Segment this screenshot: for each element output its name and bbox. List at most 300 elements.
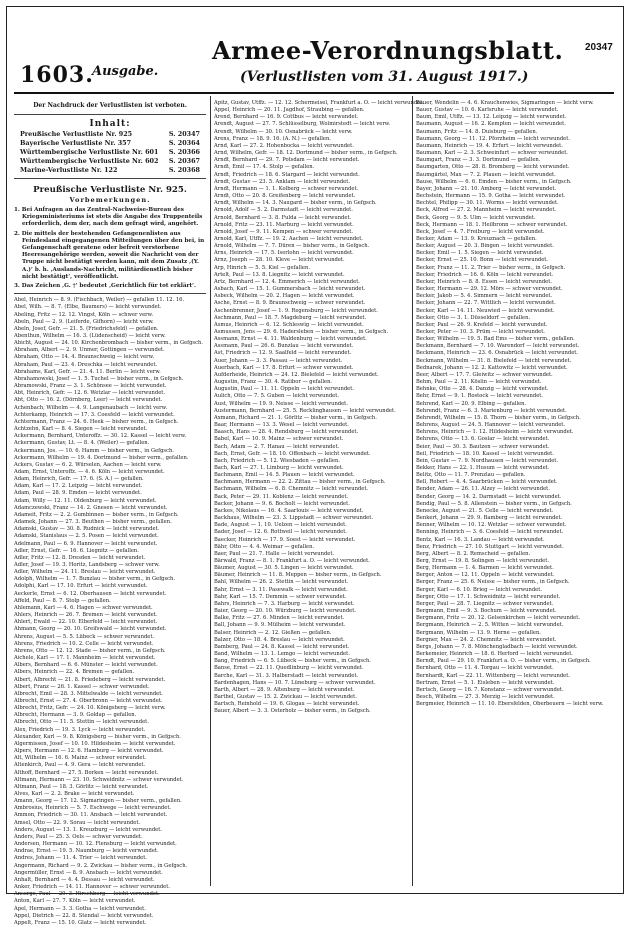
divider <box>14 293 206 294</box>
casualty-entry: Alex, Friedrich — 19. 3. Lyck — leicht verwundet. <box>14 726 146 733</box>
casualty-entry: Altmann, Paul — 18. 3. Görlitz — leicht verwundet. <box>14 783 149 790</box>
casualty-entry: Beer, Albert — 17. 7. Gleiwitz — schwer verwundet. <box>416 371 553 378</box>
casualty-entry: Ambrosius, Heinrich — 5. 7. Eschwege — leicht verwundet. <box>14 805 172 812</box>
casualty-entry: Bähr, Otto — 4. 4. Weimar — gefallen. <box>214 543 315 550</box>
column-1 <box>14 100 206 926</box>
casualty-entry: Ammon, Friedrich — 30. 11. Ansbach — leicht verwundet. <box>14 812 168 819</box>
casualty-entry: Arndt, Friedrich — 18. 6. Stargard — leicht verwundet. <box>214 171 360 178</box>
casualty-entry: Balke, Fritz — 27. 6. Minden — leicht verwundet. <box>214 615 345 622</box>
casualty-entry: Bach, Adam — 2. 7. Hanau — leicht verwundet. <box>214 443 340 450</box>
casualty-entry: Becker, Franz — 11. 2. Trier — bisher verm., in Gefgsch. <box>416 264 566 271</box>
casualty-entry: Abeln, Paul — 2. 9. (Leiferde, Gifhorn) — leicht verw. <box>14 318 154 325</box>
casualty-entry: Baumann, Fritz — 14. 8. Duisburg — gefallen. <box>416 128 538 135</box>
casualty-entry: Bergmann, Wilhelm — 13. 9. Herne — gefallen. <box>416 629 541 636</box>
casualty-entry: Austermann, Bernhard — 25. 5. Recklinghausen — leicht verwundet. <box>214 407 396 414</box>
casualty-entry: Baum, Emil, Utffz. — 13. 12. Leipzig — leicht verwundet. <box>416 114 567 121</box>
casualty-entry: Aeckerle, Ernst — 6. 12. Oberhausen — leicht verwundet. <box>14 590 167 597</box>
casualty-entry: Babel, Karl — 10. 9. Mainz — schwer verwundet. <box>214 436 344 443</box>
casualty-entry: Bärwald, Franz — 8. 1. Frankfurt a. O. — leicht verwundet. <box>214 558 370 564</box>
contents-heading: Inhalt: <box>89 119 131 129</box>
casualty-entry: Bendig, Paul — 5. 8. Allenstein — bisher verm., in Gefgsch. <box>416 500 572 507</box>
casualty-entry: Ansorge, Paul — 20. 3. Hirschberg — leicht verwundet. <box>14 891 160 898</box>
casualty-entry: Arndt, Wilhelm — 14. 3. Naugard — bisher verm., in Gefgsch. <box>214 200 377 207</box>
casualty-entry: Adam, Karl — 17. 2. Leipzig — leicht verwundet. <box>14 483 143 490</box>
casualty-entry: Behrens, August — 24. 5. Hannover — leicht verwundet. <box>416 422 566 429</box>
casualty-entry: Bach, Ernst, Gefr. — 18. 10. Offenbach — leicht verwundet. <box>214 450 371 457</box>
casualty-entry: Arndt, Bernhard — 29. 7. Potsdam — leicht verwundet. <box>214 157 360 164</box>
casualty-entry: Albrecht, Hermann — 3. 9. Goldap — gefallen. <box>14 712 137 719</box>
masthead-subtitle: (Verlustlisten vom 31. August 1917.) <box>240 69 529 85</box>
casualty-entry: Benner, Wilhelm — 10. 12. Wetzlar — schwer verwundet. <box>416 522 567 529</box>
casualty-entry: Becker, Hermann — 29. 12. Mörs — schwer verwundet. <box>416 286 563 293</box>
casualty-entry: Amann, Georg — 17. 12. Sigmaringen — bisher verm., gefallen. <box>14 798 182 805</box>
casualty-entry: Becker, Ernst — 25. 10. Bonn — leicht verwundet. <box>416 257 549 264</box>
contents-item <box>14 157 206 166</box>
casualty-entry: Alves, Karl — 2. 2. Brake — leicht verwundet. <box>14 791 135 798</box>
casualty-entry: Banse, Ernst — 22. 11. Quedlinburg — leicht verwundet. <box>214 665 364 672</box>
casualty-entry: Bell, Robert — 4. 4. Saarbrücken — leicht verwundet. <box>416 479 558 486</box>
casualty-entry: Abicht, August — 24. 10. Kirchenbrombach — bisher verm., in Gefgsch. <box>14 340 203 347</box>
issue-number: 1603. <box>20 62 94 88</box>
casualty-entry: Balser, Heinrich — 2. 12. Gießen — gefallen. <box>214 629 332 636</box>
contents-item <box>14 139 206 148</box>
casualty-entry: Becker, Emil — 1. 5. Siegen — leicht verwundet. <box>416 250 544 257</box>
casualty-entry: Berger, Anton — 12. 11. Oppeln — leicht verwundet. <box>416 572 555 579</box>
note-item: 1. Bei Anfragen an das Zentral-Nachweise-Bureau des Kriegsministeriums ist stets die Angabe des Truppenteils erforderlich, dem der, nach dem gefragt wird, angehört. <box>14 207 203 228</box>
casualty-entry: Adam, Ernst, Unteroffz. — 4. 6. Köln — leicht verwundet. <box>14 468 165 475</box>
casualty-entry: Bachmann, Emil — 14. 5. Plauen — leicht verwundet. <box>214 472 355 479</box>
casualty-entry: Bender, Georg — 14. 2. Darmstadt — leicht verwundet. <box>416 493 562 500</box>
casualty-entry: Band, Wilhelm — 13. 1. Lemgo — leicht verwundet. <box>214 651 350 658</box>
casualty-entry: Behrendt, Wilhelm — 15. 8. Thorn — bisher verm., in Gefgsch. <box>416 414 581 421</box>
casualty-entry: Asmus, Heinrich — 6. 12. Schleswig — leicht verwundet. <box>214 321 364 328</box>
casualty-entry: Behr, Ernst — 9. 1. Rostock — leicht verwundet. <box>416 393 543 400</box>
casualty-entry: Ball, Johann — 9. 9. Mülheim — leicht verwundet. <box>214 622 346 629</box>
casualty-entry: Bamberg, Paul — 24. 8. Kassel — leicht verwundet. <box>214 643 350 650</box>
contents-item-page: S. 20368 <box>168 166 200 174</box>
casualty-entry: Ast, Friedrich — 12. 9. Saalfeld — leicht verwundet. <box>214 350 352 357</box>
casualty-entry: Ahlers, Heinrich — 26. 7. Bremen — leicht verwundet. <box>14 612 158 619</box>
casualty-entry: Aschenbrenner, Josef — 1. 9. Regensburg — leicht verwundet. <box>214 307 378 314</box>
casualty-entry: Axmann, Richard — 21. 1. Görlitz — bisher verm., in Gefgsch. <box>214 414 377 421</box>
casualty-entry: Berg, Hermann — 1. 4. Barmen — leicht verwundet. <box>416 565 554 572</box>
casualty-entry: Auer, Johann — 3. 3. Passau — leicht verwundet. <box>214 357 343 364</box>
note-item: 3. Das Zeichen ‚G. †‘ bedeutet ‚Gerichtlich für tot erklärt‘. <box>14 283 196 290</box>
casualty-entry: Albert, Franz — 26. 1. Kassel — schwer verwundet. <box>14 683 150 690</box>
casualty-entry: Beck, Josef — 4. 7. Freiburg — leicht verwundet. <box>416 228 545 235</box>
casualty-entry: Bergmann, Fritz — 20. 12. Gelsenkirchen — leicht verwundet. <box>416 615 580 622</box>
casualty-entry: Abenthun, Wilhelm — 16. 3. (Lüdenscheid) — leicht verw. <box>14 333 166 340</box>
casualty-entry: Albers, Heinrich — 22. 4. Bremen — gefallen. <box>14 669 135 676</box>
casualty-entry: Berg, Albert — 8. 2. Remscheid — gefallen. <box>416 550 531 557</box>
casualty-entry: Besch, Wilhelm — 27. 3. Merzig — leicht verwundet. <box>416 693 555 700</box>
casualty-entry: Behrendt, Franz — 6. 3. Marienburg — leicht verwundet. <box>416 407 567 414</box>
casualty-entry: Berg, Ernst — 19. 8. Solingen — leicht verwundet. <box>416 558 549 564</box>
casualty-entry: Asbeck, Wilhelm — 20. 2. Hagen — leicht verwundet. <box>214 293 355 300</box>
casualty-entry: Bauer, Albert — 3. 3. Osterholz — bisher verm., in Gefgsch. <box>214 708 371 715</box>
casualty-entry: Arnold, Josef — 9. 11. Kempen — schwer verwundet. <box>214 228 354 235</box>
casualty-entry: Behrens, Heinrich — 1. 12. Hildesheim — leicht verwundet. <box>416 429 574 436</box>
casualty-entry: Barche, Karl — 31. 3. Halberstadt — leicht verwundet. <box>214 672 359 679</box>
casualty-entry: Asmussen, Jens — 29. 6. Hadersleben — bisher verm., in Gefgsch. <box>214 329 389 335</box>
casualty-entry: Becker, Friedrich — 16. 6. Köln — leicht verwundet. <box>416 271 554 278</box>
casualty-entry: Albers, Bernhard — 6. 6. Münster — leicht verwundet. <box>14 662 158 669</box>
casualty-entry: Bernhard, Otto — 11. 4. Torgau — leicht verwundet. <box>416 665 554 672</box>
casualty-entry: Aschmann, Paul — 18. 7. Magdeburg — leicht verwundet. <box>214 314 367 321</box>
casualty-entry: Belitz, Otto — 11. 7. Prenzlau — gefallen. <box>416 472 526 479</box>
casualty-entry: Ahrens, Otto — 12. 12. Stade — bisher verm., in Gefgsch. <box>14 647 166 654</box>
casualty-entry: Alt, Wilhelm — 16. 6. Mainz — schwer verwundet. <box>14 755 147 762</box>
column-divider-2 <box>412 96 413 886</box>
casualty-entry: Becker, Jakob — 5. 4. Simmern — leicht verwundet. <box>416 293 553 300</box>
casualty-entry: Berger, Karl — 6. 10. Brieg — leicht verwundet. <box>416 586 542 593</box>
casualty-entry: Anders, August — 13. 1. Kreuzburg — leicht verwundet. <box>14 826 162 833</box>
casualty-entry: Becker, Paul — 26. 9. Krefeld — leicht verwundet. <box>416 321 548 328</box>
contents-item <box>14 148 206 157</box>
casualty-entry: Andersen, Hermann — 10. 12. Flensburg — leicht verwundet. <box>14 841 177 848</box>
contents-item-label: Württembergische Verlustliste Nr. 602 <box>20 157 159 165</box>
casualty-entry: Berger, Franz — 25. 6. Neisse — bisher verm., in Gefgsch. <box>416 579 570 586</box>
casualty-entry: Becker, Adam — 13. 9. Kreuznach — gefallen. <box>416 235 537 242</box>
page-code: 20347 <box>585 42 613 53</box>
casualty-entry: Alpers, Hermann — 12. 6. Hamburg — leicht verwundet. <box>14 748 164 755</box>
casualty-entry: Ahmann, Georg — 20. 10. Greifswald — leicht verwundet. <box>14 626 167 633</box>
casualty-entry: Anker, Friedrich — 14. 11. Hannover — schwer verwundet. <box>14 884 170 891</box>
casualty-entry: Berndt, Paul — 29. 10. Frankfurt a. O. — bisher verm., in Gefgsch. <box>416 658 591 665</box>
casualty-entry: Bentz, Karl — 16. 3. Landau — leicht verwundet. <box>416 536 545 543</box>
casualty-entry: Becker, Wilhelm — 19. 5. Bad Ems — bisher verm., gefallen. <box>416 336 575 343</box>
casualty-entry: Bergmeier, Heinrich — 11. 10. Ebersfelden, Oberbeuern — leicht verw. <box>416 701 604 708</box>
header-rule <box>14 92 614 94</box>
casualty-entry: Altenkirch, Paul — 4. 9. Gera — leicht verwundet. <box>14 762 146 769</box>
contents-item-label: Bayerische Verlustliste Nr. 357 <box>20 139 132 147</box>
casualty-entry: Bekker, Hans — 22. 1. Husum — leicht verwundet. <box>416 464 550 471</box>
casualty-entry: Behnke, Otto — 28. 4. Danzig — leicht verwundet. <box>416 386 549 393</box>
casualty-entry: Aichele, Karl — 17. 1. Mannheim — leicht verwundet. <box>14 655 156 662</box>
casualty-entry: Bechstein, Hermann — 15. 9. Gotha — leicht verwundet. <box>416 193 566 200</box>
preliminary-notes <box>14 207 206 290</box>
casualty-entry: Abraham, Albert — 2. 9. Unmer, Gottingen — verwundet. <box>14 347 165 354</box>
casualty-entry: Arnold, Fritz — 23. 11. Marburg — leicht verwundet. <box>214 221 354 228</box>
column-divider-1 <box>210 96 211 886</box>
casualty-entry: Bach, Friedrich — 5. 12. Wiesbaden — gefallen. <box>214 457 340 464</box>
casualty-entry: Baumann, Heinrich — 19. 4. Erfurt — leicht verwundet. <box>416 142 563 149</box>
contents-item-label: Marine-Verlustliste Nr. 122 <box>20 166 118 174</box>
casualty-entry: Arnold, Adolf — 5. 2. Darmstadt — leicht verwundet. <box>214 207 353 214</box>
column-3 <box>416 100 612 884</box>
casualty-entry: Bader, Josef — 12. 6. Rottweil — leicht verwundet. <box>214 529 347 536</box>
casualty-entry: Abeln, Josef, Gefr. — 21. 5. (Friedrichsfeld) — gefallen. <box>14 325 159 332</box>
casualty-entry: Adelmann, Paul — 6. 9. Hannover — leicht verwundet. <box>14 540 158 547</box>
casualty-entry: Benning, Heinrich — 3. 6. Coesfeld — leicht verwundet. <box>416 529 564 536</box>
casualty-entry: Artz, Bernhard — 12. 4. Emmerich — leicht verwundet. <box>214 278 360 285</box>
casualty-entry: Arnold, Karl, Utffz. — 19. 2. Aachen — leicht verwundet. <box>214 235 363 242</box>
casualty-entry: Assmann, Paul — 26. 6. Bunzlau — leicht verwundet. <box>214 343 354 350</box>
contents-item <box>14 166 206 175</box>
casualty-entry: Abt, Otto — 16. 2. (Dörnberg, Leer) — leicht verwundet. <box>14 397 163 404</box>
casualty-entry: Baier, Georg — 20. 10. Würzburg — leicht verwundet. <box>214 608 356 615</box>
casualty-entry: Beier, Paul — 30. 3. Bautzen — schwer verwundet. <box>416 443 550 450</box>
casualty-entry: Behm, Paul — 2. 11. Köslin — leicht verwundet. <box>416 379 542 386</box>
casualty-entry: Anhalt, Bernhard — 4. 4. Dessau — leicht verwundet. <box>14 876 155 883</box>
casualty-entry: Backhaus, Wilhelm — 23. 3. Lippstadt — schwer verwundet. <box>214 515 373 522</box>
contents-item-page: S. 20366 <box>168 148 200 156</box>
casualty-entry: Ahlemann, Karl — 4. 6. Hagen — schwer verwundet. <box>14 604 153 611</box>
casualty-entry: Beck, Hermann — 18. 1. Heilbronn — schwer verwundet. <box>416 221 568 228</box>
casualty-entry: Beckmann, Heinrich — 23. 6. Osnabrück — leicht verwundet. <box>416 350 579 357</box>
casualty-entry: Adler, Ernst, Gefr. — 16. 6. Liegnitz — gefallen. <box>14 547 139 554</box>
casualty-entry: Adolph, Wilhelm — 1. 7. Bunzlau — bisher verm., in Gefgsch. <box>14 576 176 583</box>
casualty-list-3 <box>416 100 612 708</box>
casualty-entry: Appel, Dietrich — 22. 8. Stendal — leicht verwundet. <box>14 912 154 919</box>
casualty-entry: Beil, Friedrich — 18. 10. Kassel — leicht verwundet. <box>416 450 554 457</box>
casualty-entry: Bäumer, Heinrich — 11. 8. Meppen — bisher verm., in Gefgsch. <box>214 572 382 579</box>
casualty-entry: Arnd, Karl — 27. 2. Hohenbocka — leicht verwundet. <box>214 142 354 149</box>
casualty-entry: Ahrens, August — 5. 5. Lübeck — schwer verwundet. <box>14 633 155 640</box>
column-2 <box>214 100 424 884</box>
contents-item-page: S. 20367 <box>168 157 200 165</box>
casualty-entry: Albrecht, Fritz, Gefr. — 24. 10. Königsberg — leicht verw. <box>14 705 166 712</box>
divider <box>14 114 206 115</box>
casualty-entry: Arens, Franz — 18. 9. 16. (A. N.) — gefallen. <box>214 135 331 142</box>
casualty-entry: Arendt, Wilhelm — 30. 10. Osnabrück — leicht verw. <box>214 128 353 135</box>
casualty-entry: Angermann, Richard — 9. 2. Zwickau — bisher verm., in Gefgsch. <box>14 862 188 869</box>
casualty-entry: Bertram, Ernst — 5. 1. Eisleben — leicht verwundet. <box>416 679 555 686</box>
casualty-entry: Baumgärtel, Max — 7. 2. Plauen — leicht verwundet. <box>416 171 556 178</box>
issue-edition-label: Ausgabe. <box>92 64 159 79</box>
casualty-entry: Bergs, Johann — 7. 8. Mönchengladbach — leicht verwundet. <box>416 643 578 650</box>
casualty-entry: Bergner, Max — 24. 2. Chemnitz — leicht verwundet. <box>416 636 557 643</box>
casualty-entry: Becker, Johann — 22. 7. Wittlich — leicht verwundet. <box>416 300 556 307</box>
casualty-entry: Bartsch, Reinhold — 19. 6. Glogau — leicht verwundet. <box>214 701 360 708</box>
casualty-entry: Bergmann, Heinrich — 2. 5. Witten — leicht verwundet. <box>416 622 564 629</box>
casualty-entry: Apel, Hermann — 3. 3. Gotha — leicht verwundet. <box>14 905 146 912</box>
casualty-entry: Arnd, Wilhelm, Gefr. — 18. 12. Dortmund — bisher verm., in Gefgsch. <box>214 150 398 157</box>
casualty-entry: Algermissen, Josef — 10. 10. Hildesheim — leicht verwundet. <box>14 740 176 747</box>
casualty-entry: Baumann, Georg — 11. 12. Pforzheim — leicht verwundet. <box>416 135 570 142</box>
casualty-entry: Arns, Heinrich — 17. 5. Iserlohn — leicht verwundet. <box>214 250 354 257</box>
casualty-entry: Aufderheide, Heinrich — 24. 12. Bielefeld — leicht verwundet. <box>214 371 379 378</box>
casualty-entry: Achterkamp, Heinrich — 17. 3. Coesfeld — leicht verwundet. <box>14 411 175 418</box>
casualty-entry: Arend, Bernhard — 16. 9. Cottbus — leicht verwundet. <box>214 114 359 121</box>
casualty-entry: Adam, Willy — 12. 11. Oldenburg — leicht verwundet. <box>14 497 157 504</box>
casualty-entry: Abel, Heinrich — 8. 9. (Fischbach, Weiler) — gefallen 11. 12. 16. <box>14 297 185 304</box>
casualty-entry: Becker, Karl — 14. 11. Neuwied — leicht verwundet. <box>416 307 555 314</box>
casualty-entry: Aulich, Otto — 7. 5. Guben — leicht verwundet. <box>214 393 339 400</box>
casualty-entry: Arndt, Emil — 17. 4. Stolp — gefallen. <box>214 164 315 171</box>
casualty-entry: Bechtel, Philipp — 30. 11. Worms — leicht verwundet. <box>416 200 559 207</box>
casualty-entry: Bauer, Gustav — 10. 6. Karlsruhe — leicht verwundet. <box>416 107 559 114</box>
casualty-entry: Apitz, Gustav, Utffz. — 12. 12. Schermeisel, Frankfurt a. O. — leicht verwundet. <box>214 100 424 106</box>
casualty-entry: Bachmann, Wilhelm — 6. 8. Chemnitz — leicht verwundet. <box>214 486 369 493</box>
casualty-entry: Bein, Gustav — 7. 9. Nordhausen — leicht verwundet. <box>416 457 559 464</box>
casualty-entry: Baar, Hermann — 13. 3. Wesel — leicht verwundet. <box>214 422 349 429</box>
casualty-entry: Bause, Wilhelm — 6. 6. Emden — bisher verm., in Gefgsch. <box>416 178 572 185</box>
casualty-entry: Abrahamowski, Josef — 1. 5. Tuchel — bisher verm., in Gefgsch. <box>14 375 184 382</box>
casualty-entry: Behrens, Otto — 13. 6. Goslar — leicht verwundet. <box>416 436 550 443</box>
casualty-entry: Arendt, August — 27. 7. Schlüsselburg, Wolmirstedt — leicht verw. <box>214 121 391 128</box>
casualty-entry: Albert, Albrecht — 21. 8. Friedeberg — leicht verwundet. <box>14 676 166 683</box>
casualty-entry: Abrahams, Karl, Gefr. — 21. 4. 11. Berlin — leicht verw. <box>14 368 161 375</box>
casualty-entry: Ackermann, Jos. — 10. 6. Hamm — bisher verm., in Gefgsch. <box>14 447 174 454</box>
casualty-entry: Adamek, Johann — 27. 3. Beuthen — bisher verm., gefallen. <box>14 519 172 526</box>
casualty-entry: Becker, August — 20. 3. Bingen — leicht verwundet. <box>416 243 554 250</box>
casualty-entry: Arnz, Joseph — 28. 10. Kleve — leicht verwundet. <box>214 257 345 264</box>
casualty-entry: Altmann, Hermann — 23. 10. Schweidnitz — schwer verwundet. <box>14 776 184 783</box>
casualty-entry: Augustin, Franz — 30. 4. Ratibor — gefallen. <box>214 379 333 386</box>
casualty-entry: Auerbach, Karl — 17. 8. Erfurt — schwer verwundet. <box>214 364 354 371</box>
casualty-entry: Abraham, Otto — 14. 4. Braunschweig — leicht verw. <box>14 354 155 361</box>
casualty-entry: Bergmann, Emil — 9. 3. Bochum — leicht verwundet. <box>416 608 557 615</box>
casualty-entry: Berger, Otto — 17. 1. Schweidnitz — leicht verwundet. <box>416 593 561 600</box>
casualty-entry: Abramowski, Franz — 3. 1. Schönsee — leicht verwundet. <box>14 383 167 390</box>
casualty-entry: Asbach, Karl — 15. 1. Gummersbach — leicht verwundet. <box>214 286 366 293</box>
casualty-entry: Amsel, Otto — 22. 9. Sorau — leicht verwundet. <box>14 819 141 826</box>
casualty-entry: Bardenhagen, Hans — 10. 7. Lüneburg — schwer verwundet. <box>214 679 376 686</box>
casualty-entry: Adolphi, Karl — 17. 10. Erfurt — leicht verwundet. <box>14 583 148 590</box>
casualty-entry: Alexander, Karl — 9. 8. Königsberg — bisher verm., in Gefgsch. <box>14 733 181 740</box>
casualty-entry: Baasch, Hans — 28. 4. Rendsburg — leicht verwundet. <box>214 429 359 436</box>
casualty-entry: Bayer, Johann — 21. 10. Amberg — leicht verwundet. <box>416 185 557 192</box>
casualty-entry: Back, Peter — 29. 11. Koblenz — leicht verwundet. <box>214 493 349 500</box>
casualty-entry: Andrae, Ernst — 19. 5. Naumburg — leicht verwundet. <box>14 848 159 855</box>
casualty-entry: Baecker, Heinrich — 17. 9. Soest — leicht verwundet. <box>214 536 356 543</box>
casualty-entry: Angermüller, Ernst — 8. 9. Ansbach — leicht verwundet. <box>14 869 163 876</box>
casualty-list-1 <box>14 297 206 927</box>
casualty-entry: Beckmann, Bernhard — 7. 10. Warendorf — leicht verwundet. <box>416 343 580 350</box>
casualty-entry: Aust, Wilhelm — 19. 9. Neisse — leicht verwundet. <box>214 400 348 407</box>
casualty-entry: Arnold, Bernhard — 3. 8. Fulda — leicht verwundet. <box>214 214 352 221</box>
casualty-entry: Bäumer, August — 30. 5. Lingen — leicht verwundet. <box>214 565 354 572</box>
contents-item-page: S. 20364 <box>168 139 200 147</box>
casualty-entry: Ahrens, Friedrich — 10. 2. Celle — leicht verwundet. <box>14 640 154 647</box>
casualty-entry: Arnold, Wilhelm — 7. 7. Düren — bisher verm., in Gefgsch. <box>214 243 370 250</box>
casualty-entry: Barthel, Gustav — 15. 2. Zwickau — leicht verwundet. <box>214 693 357 700</box>
casualty-entry: Ackermann, Bernhard, Unteroffz. — 30. 12. Kassel — leicht verw. <box>14 433 187 440</box>
casualty-entry: Bernhardt, Karl — 22. 11. Wittenberg — leicht verwundet. <box>416 672 570 679</box>
casualty-entry: Abel, Wilh. — 8. 7. (Elbe, Baumers) — leicht verwundet. <box>14 304 162 311</box>
casualty-entry: Adamski, Gustav — 30. 8. Rudnick — leicht verwundet. <box>14 526 160 533</box>
casualty-entry: Achtermann, Franz — 24. 6. Heek — bisher verm., in Gefgsch. <box>14 418 179 425</box>
casualty-entry: Adamski, Stanislaus — 2. 5. Posen — leicht verwundet. <box>14 533 159 540</box>
contents-list <box>14 130 206 175</box>
casualty-entry: Artelt, Paul — 13. 8. Liegnitz — leicht verwundet. <box>214 271 345 278</box>
casualty-entry: Affeld, Paul — 8. 7. Stolp — gefallen. <box>14 597 111 604</box>
casualty-entry: Andres, Johann — 11. 4. Trier — leicht verwundet. <box>14 855 147 862</box>
casualty-entry: Ackermann, Gustav, Lt. — 8. 4. (Weiler) — gefallen. <box>14 440 150 447</box>
casualty-entry: Asche, Ernst — 8. 9. Braunschweig — schwer verwundet. <box>214 300 366 307</box>
casualty-entry: Baumgart, Franz — 3. 3. Dortmund — gefallen. <box>416 157 541 164</box>
casualty-entry: Adler, Josef — 19. 3. Horitz, Landsberg — schwer verw. <box>14 562 160 569</box>
casualty-entry: Adam, Heinrich, Gefr. — 17. 6. (S. A.) — gefallen. <box>14 476 144 483</box>
casualty-entry: Anton, Karl — 27. 7. Köln — leicht verwundet. <box>14 898 136 905</box>
casualty-entry: Bach, Karl — 27. 1. Limburg — leicht verwundet. <box>214 464 344 471</box>
casualty-entry: Backer, Johann — 9. 6. Bocholt — leicht verwundet. <box>214 500 350 507</box>
contents-item <box>14 130 206 139</box>
casualty-entry: Becker, Heinrich — 8. 8. Essen — leicht verwundet. <box>416 278 552 285</box>
casualty-entry: Bauer, Wendelin — 4. 6. Krauchenwies, Sigmaringen — leicht verw. <box>416 100 594 106</box>
casualty-entry: Adam, Paul — 28. 9. Emden — leicht verwundet. <box>14 490 142 497</box>
casualty-entry: Beckmann, Wilhelm — 31. 8. Bielefeld — leicht verwundet. <box>416 357 572 364</box>
section-title: Preußische Verlustliste Nr. 925. <box>33 185 187 195</box>
note-item: 2. Die mittels der bestehenden Gefangenenlisten aus Feindesland eingegangenen Mitteilungen über den bei, in Gefangenschaft geratene oder befreit verstorbene Heeresangehörige werden, soweit die Nachricht von der Truppe nicht bestätigt werden kann, mit dem Zusatz ‚(Y. A.)‘ b. h. ‚Auslands-Nachricht, militärdienstlich bisher nicht bestätigt‘, veröffentlicht. <box>14 230 205 280</box>
casualty-entry: Beck, Georg — 9. 5. Ulm — leicht verwundet. <box>416 214 536 221</box>
contents-item-page: S. 20347 <box>168 130 200 138</box>
casualty-entry: Arndt, Otto — 20. 8. Greifenberg — leicht verwundet. <box>214 193 356 200</box>
masthead-title: Armee-Verordnungsblatt. <box>212 36 564 65</box>
casualty-entry: Baumann, August — 16. 2. Kempten — leicht verwundet. <box>416 121 566 128</box>
casualty-entry: Bahl, Wilhelm — 26. 2. Stettin — leicht verwundet. <box>214 579 349 586</box>
casualty-entry: Baumgarten, Otto — 28. 8. Bromberg — leicht verwundet. <box>416 164 570 171</box>
casualty-entry: Albrecht, Ernst — 27. 4. Oberbronn — leicht verwundet. <box>14 697 163 704</box>
casualty-entry: Bahr, Ernst — 3. 11. Pasewalk — leicht verwundet. <box>214 586 348 593</box>
casualty-entry: Althoff, Bernhard — 27. 5. Borken — leicht verwundet. <box>14 769 159 776</box>
casualty-entry: Beck, Alfred — 27. 2. Mannheim — leicht verwundet. <box>416 207 557 214</box>
casualty-entry: Benz, Friedrich — 27. 10. Stuttgart — leicht verwundet. <box>416 543 564 550</box>
contents-item-label: Preußische Verlustliste Nr. 925 <box>20 130 133 138</box>
casualty-entry: Assmann, Ernst — 4. 11. Waldenburg — leicht verwundet. <box>214 336 367 343</box>
casualty-entry: Abraham, Paul — 23. 4. Dreschka — leicht verwundet. <box>14 361 158 368</box>
casualty-entry: Bachmann, Hermann — 22. 2. Zittau — bisher verm., in Gefgsch. <box>214 479 386 486</box>
casualty-entry: Adamczewski, Franz — 14. 2. Gnesen — leicht verwundet. <box>14 504 168 511</box>
casualty-entry: Ahlert, Ewald — 22. 10. Elberfeld — leicht verwundet. <box>14 619 158 626</box>
casualty-entry: Backes, Nikolaus — 16. 4. Saarlouis — leicht verwundet. <box>214 507 364 514</box>
casualty-entry: Becker, Peter — 10. 3. Prüm — leicht verwundet. <box>416 329 545 335</box>
casualty-entry: Albrecht, Emil — 28. 3. Mittelwalde — leicht verwundet. <box>14 690 163 697</box>
casualty-entry: Baumann, Karl — 2. 3. Schweinfurt — schwer verwundet. <box>416 150 568 157</box>
casualty-entry: Abeling, Fritz — 12. 12. Vingst, Köln — schwer verw. <box>14 311 154 318</box>
reprint-notice: Der Nachdruck der Verlustlisten ist verboten. <box>33 102 187 109</box>
casualty-entry: Benkert, Johann — 29. 9. Bamberg — leicht verwundet. <box>416 515 563 522</box>
casualty-entry: Adler, Fritz — 12. 8. Dresden — leicht verwundet. <box>14 554 146 561</box>
casualty-entry: Arp, Hinrich — 5. 5. Kiel — gefallen. <box>214 264 310 271</box>
casualty-entry: Behrend, Karl — 20. 9. Elbing — gefallen. <box>416 400 527 407</box>
casualty-entry: Achenbach, Wilhelm — 4. 9. Langenaubach — leicht verw. <box>14 404 168 411</box>
casualty-entry: Bade, August — 1. 10. Uelzen — leicht verwundet. <box>214 522 347 529</box>
casualty-entry: Bender, Adam — 26. 11. Alzey — leicht verwundet. <box>416 486 550 493</box>
casualty-entry: Arndt, Hermann — 1. 1. Kolberg — schwer verwundet. <box>214 185 359 192</box>
casualty-entry: Berkemeier, Heinrich — 18. 6. Herford — leicht verwundet. <box>416 651 573 658</box>
casualty-entry: Bahrs, Heinrich — 7. 3. Harburg — leicht verwundet. <box>214 600 355 607</box>
casualty-entry: Arndt, Gustav — 23. 5. Anklam — leicht verwundet. <box>214 178 350 185</box>
casualty-entry: Adameit, Fritz — 2. 2. Gumbinnen — bisher verm., in Gefgsch. <box>14 511 179 518</box>
casualty-entry: Barth, Albert — 28. 9. Altenburg — leicht verwundet. <box>214 686 355 693</box>
casualty-entry: Adler, Wilhelm — 24. 11. Breslau — leicht verwundet. <box>14 569 156 576</box>
casualty-entry: Achtzehn, Karl — 8. 4. Siegen — leicht verwundet. <box>14 426 148 433</box>
casualty-entry: Ackermann, Wilhelm — 19. 4. Dortmund — bisher verm., gefallen. <box>14 454 189 461</box>
casualty-entry: Benecke, August — 21. 5. Celle — leicht verwundet. <box>416 507 554 514</box>
contents-item-label: Württembergische Verlustliste Nr. 601 <box>20 148 159 156</box>
casualty-entry: Bednarek, Johann — 12. 2. Kattowitz — leicht verwundet. <box>416 364 568 371</box>
casualty-entry: Augustin, Paul — 11. 11. Oppeln — leicht verwundet. <box>214 386 354 393</box>
casualty-entry: Albrecht, Otto — 11. 5. Stettin — leicht verwundet. <box>14 719 149 726</box>
section-subtitle: Vorbemerkungen. <box>69 196 151 204</box>
casualty-entry: Balzer, Otto — 18. 4. Breslau — leicht verwundet. <box>214 636 345 643</box>
casualty-entry: Berger, Paul — 28. 7. Liegnitz — schwer verwundet. <box>416 600 554 607</box>
casualty-entry: Baer, Paul — 21. 7. Halle — leicht verwundet. <box>214 550 335 557</box>
casualty-list-2 <box>214 100 424 715</box>
casualty-entry: Becker, Otto — 3. 1. Düsseldorf — gefallen. <box>416 314 531 321</box>
casualty-entry: Bahr, Karl — 15. 7. Demmin — schwer verwundet. <box>214 593 347 600</box>
casualty-entry: Abt, Heinrich, Gefr. — 12. 6. Wetzlar — leicht verwundet. <box>14 390 166 397</box>
casualty-entry: Bertsch, Georg — 16. 7. Konstanz — schwer verwundet. <box>416 686 564 693</box>
casualty-entry: Anders, Paul — 25. 3. Oels — schwer verwundet. <box>14 833 143 840</box>
casualty-entry: Appel, Heinrich — 20. 11. Jagdhof, Straubing — gefallen. <box>214 107 365 114</box>
casualty-entry: Appelt, Franz — 15. 10. Glatz — leicht verwundet. <box>14 919 147 926</box>
casualty-entry: Bang, Friedrich — 6. 5. Lübeck — bisher verm., in Gefgsch. <box>214 658 371 665</box>
divider <box>14 178 206 179</box>
casualty-entry: Ackers, Gustav — 6. 2. Würselen, Aachen — leicht verw. <box>14 461 162 468</box>
